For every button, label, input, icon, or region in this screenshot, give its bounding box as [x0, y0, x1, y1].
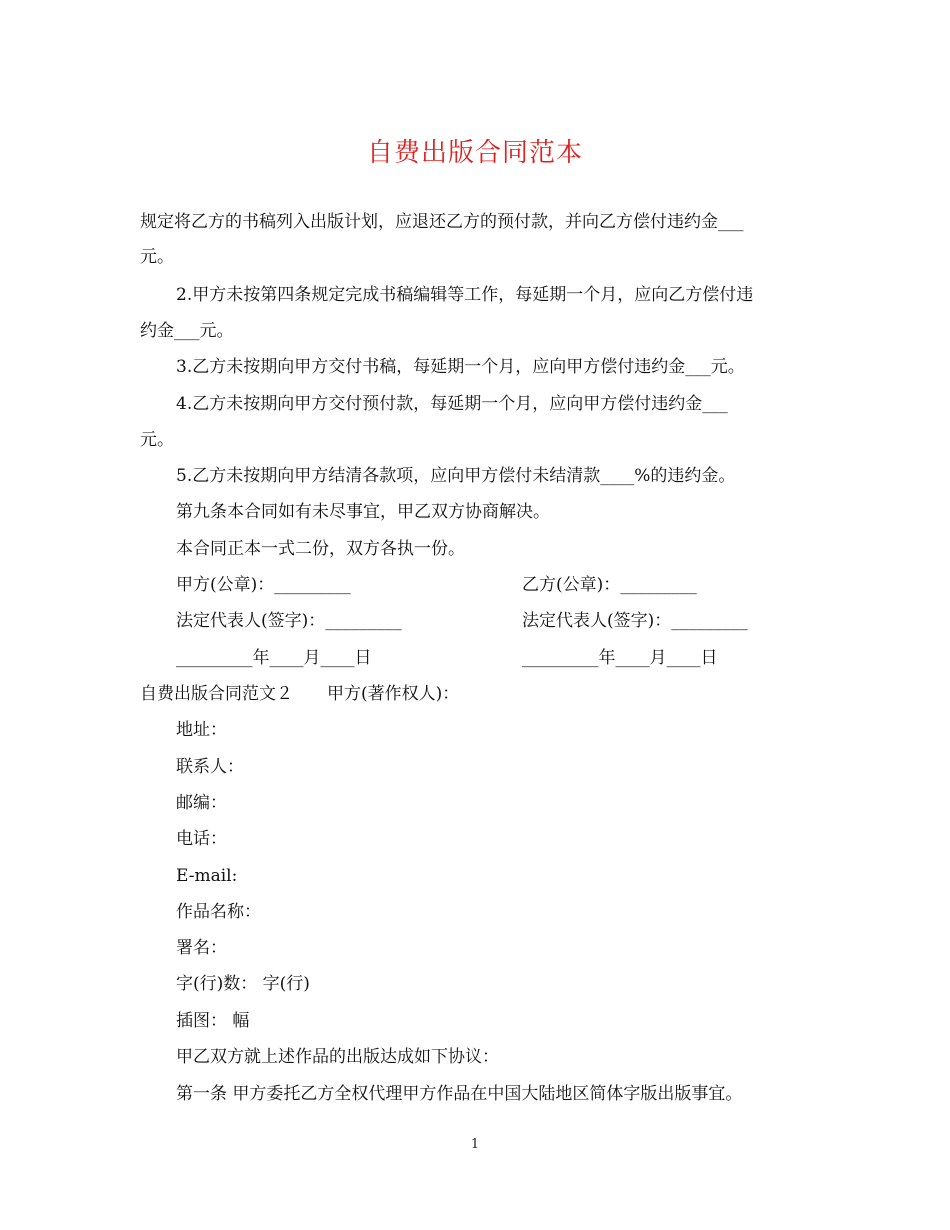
paragraph-1-line-1: 规定将乙方的书稿列入出版计划，应退还乙方的预付款，并向乙方偿付违约金___: [140, 212, 744, 232]
field-word-count: 字(行)数： 字(行): [176, 974, 310, 994]
page-number: 1: [470, 1137, 480, 1152]
agreement-intro: 甲乙双方就上述作品的出版达成如下协议：: [176, 1047, 499, 1067]
article-1: 第一条 甲方委托乙方全权代理甲方作品在中国大陆地区简体字版出版事宜。: [176, 1084, 743, 1104]
field-phone: 电话：: [176, 829, 227, 849]
party-a-seal: 甲方(公章)：_________: [176, 575, 351, 595]
field-signature: 署名：: [176, 938, 227, 958]
party-b-seal: 乙方(公章)：_________: [522, 575, 697, 595]
field-contact: 联系人：: [176, 757, 244, 777]
field-work-name: 作品名称：: [176, 902, 261, 922]
paragraph-3: 3.乙方未按期向甲方交付书稿，每延期一个月，应向甲方偿付违约金___元。: [176, 357, 745, 377]
paragraph-2-line-2: 约金___元。: [140, 321, 234, 341]
party-a-date: _________年____月____日: [176, 648, 372, 668]
party-a-representative: 法定代表人(签字)：_________: [176, 611, 402, 631]
party-b-date: _________年____月____日: [522, 648, 718, 668]
field-email: E-mail:: [176, 866, 238, 886]
paragraph-1-line-2: 元。: [140, 247, 174, 267]
article-9: 第九条本合同如有未尽事宜，甲乙双方协商解决。: [176, 502, 550, 522]
sample-2-heading: 自费出版合同范文２ 甲方(著作权人)：: [140, 684, 460, 704]
copies-clause: 本合同正本一式二份，双方各执一份。: [176, 539, 465, 559]
paragraph-2-line-1: 2.甲方未按第四条规定完成书稿编辑等工作，每延期一个月，应向乙方偿付违: [176, 285, 754, 305]
paragraph-4-line-1: 4.乙方未按期向甲方交付预付款，每延期一个月，应向甲方偿付违约金___: [176, 394, 728, 414]
document-title: 自费出版合同范本: [366, 138, 583, 168]
party-b-representative: 法定代表人(签字)：_________: [522, 611, 748, 631]
field-address: 地址：: [176, 720, 227, 740]
field-postcode: 邮编：: [176, 793, 227, 813]
paragraph-5: 5.乙方未按期向甲方结清各款项，应向甲方偿付未结清款____%的违约金。: [176, 466, 736, 486]
paragraph-4-line-2: 元。: [140, 430, 174, 450]
field-illustrations: 插图： 幅: [176, 1011, 250, 1031]
